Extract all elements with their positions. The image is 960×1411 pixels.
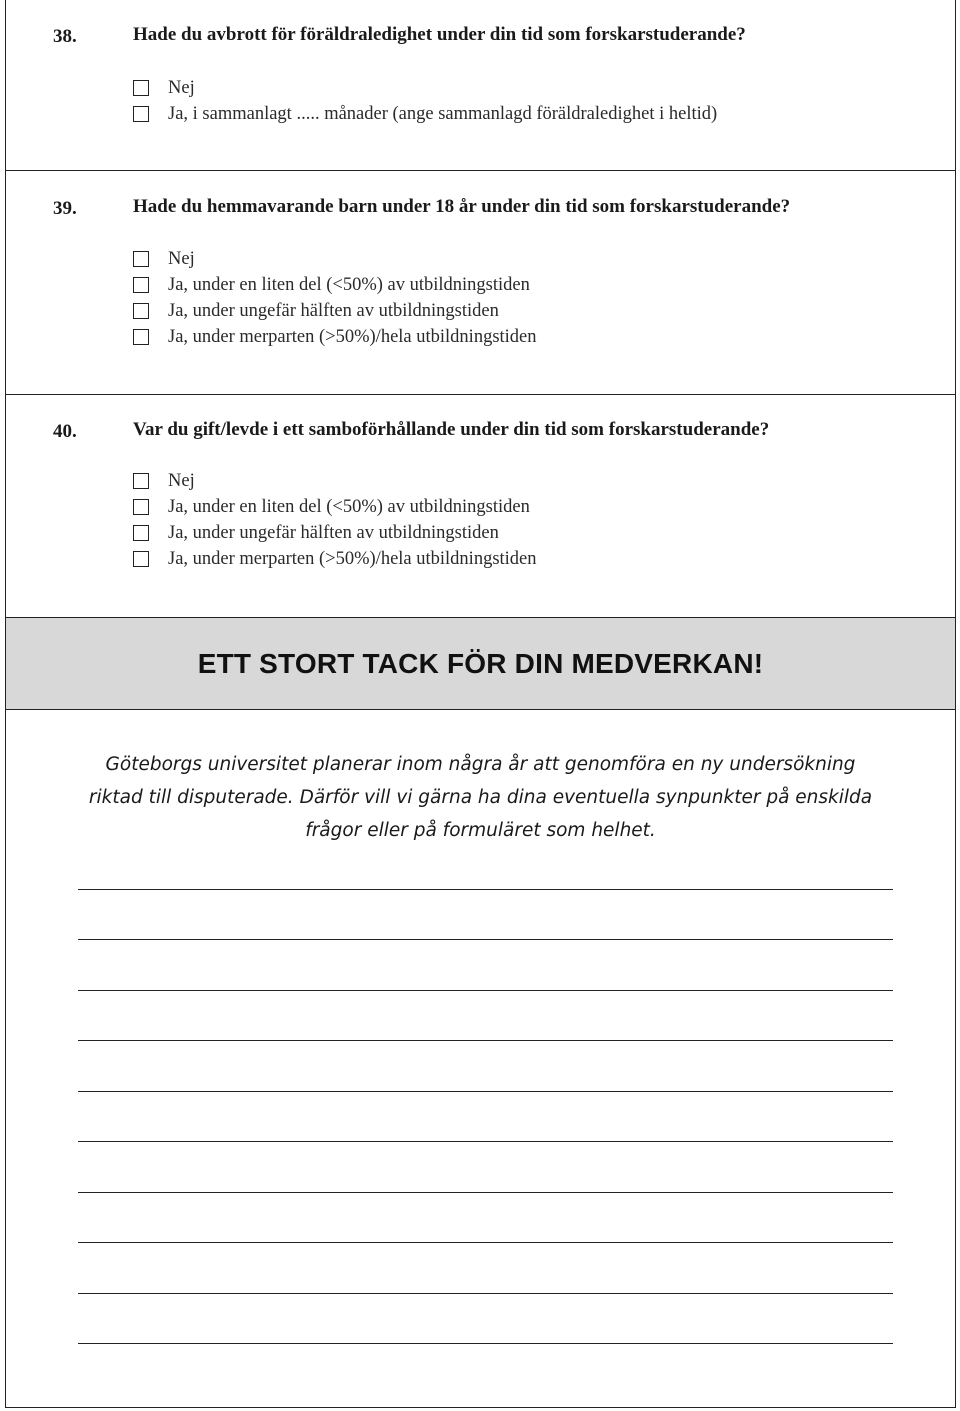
option-label: Nej — [168, 248, 195, 269]
option-label: Ja, under ungefär hälften av utbildningstiden — [168, 522, 499, 543]
question-text: Hade du avbrott för föräldraledighet under din tid som forskarstuderande? — [133, 24, 746, 45]
writing-line[interactable] — [78, 939, 893, 940]
questionnaire-page — [5, 0, 956, 1408]
writing-line[interactable] — [78, 1040, 893, 1041]
option-label: Ja, i sammanlagt ..... månader (ange sammanlagd föräldraledighet i heltid) — [168, 103, 718, 124]
checkbox[interactable] — [133, 106, 149, 122]
thank-you-text: ETT STORT TACK FÖR DIN MEDVERKAN! — [197, 647, 764, 679]
option-row[interactable] — [133, 103, 717, 125]
option-row[interactable] — [133, 522, 499, 544]
thank-you-banner — [6, 617, 955, 710]
writing-line[interactable] — [78, 889, 893, 890]
option-row[interactable] — [133, 274, 530, 296]
question-text: Var du gift/levde i ett samboförhållande under din tid som forskarstuderande? — [133, 419, 770, 440]
option-row[interactable] — [133, 77, 195, 99]
question-text: Hade du hemmavarande barn under 18 år under din tid som forskarstuderande? — [133, 196, 791, 217]
option-label: Ja, under en liten del (<50%) av utbildningstiden — [168, 496, 530, 517]
checkbox[interactable] — [133, 551, 149, 567]
note-line: riktad till disputerade. Därför vill vi gärna ha dina eventuella synpunkter på enskilda — [88, 787, 873, 808]
question-number: 39. — [53, 198, 77, 219]
question-number: 40. — [53, 421, 77, 442]
writing-line[interactable] — [78, 1343, 893, 1344]
option-label: Nej — [168, 77, 195, 98]
question-number: 38. — [53, 26, 77, 47]
option-label: Ja, under merparten (>50%)/hela utbildningstiden — [168, 548, 537, 569]
option-row[interactable] — [133, 248, 195, 270]
option-row[interactable] — [133, 496, 530, 518]
writing-line[interactable] — [78, 1091, 893, 1092]
checkbox[interactable] — [133, 80, 149, 96]
checkbox[interactable] — [133, 277, 149, 293]
writing-line[interactable] — [78, 990, 893, 991]
feedback-note — [6, 748, 955, 847]
option-label: Ja, under ungefär hälften av utbildningstiden — [168, 300, 499, 321]
checkbox[interactable] — [133, 251, 149, 267]
checkbox[interactable] — [133, 303, 149, 319]
question-39-section — [6, 171, 955, 395]
note-line: frågor eller på formuläret som helhet. — [305, 820, 656, 841]
question-38-section — [6, 0, 955, 171]
writing-line[interactable] — [78, 1141, 893, 1142]
option-row[interactable] — [133, 470, 195, 492]
option-row[interactable] — [133, 326, 537, 348]
question-40-section — [6, 395, 955, 617]
checkbox[interactable] — [133, 499, 149, 515]
writing-line[interactable] — [78, 1293, 893, 1294]
option-label: Ja, under en liten del (<50%) av utbildningstiden — [168, 274, 530, 295]
checkbox[interactable] — [133, 329, 149, 345]
option-row[interactable] — [133, 300, 499, 322]
option-label: Nej — [168, 470, 195, 491]
writing-line[interactable] — [78, 1242, 893, 1243]
option-row[interactable] — [133, 548, 537, 570]
note-line: Göteborgs universitet planerar inom några år att genomföra en ny undersökning — [105, 754, 856, 775]
option-label: Ja, under merparten (>50%)/hela utbildningstiden — [168, 326, 537, 347]
checkbox[interactable] — [133, 525, 149, 541]
writing-line[interactable] — [78, 1192, 893, 1193]
checkbox[interactable] — [133, 473, 149, 489]
